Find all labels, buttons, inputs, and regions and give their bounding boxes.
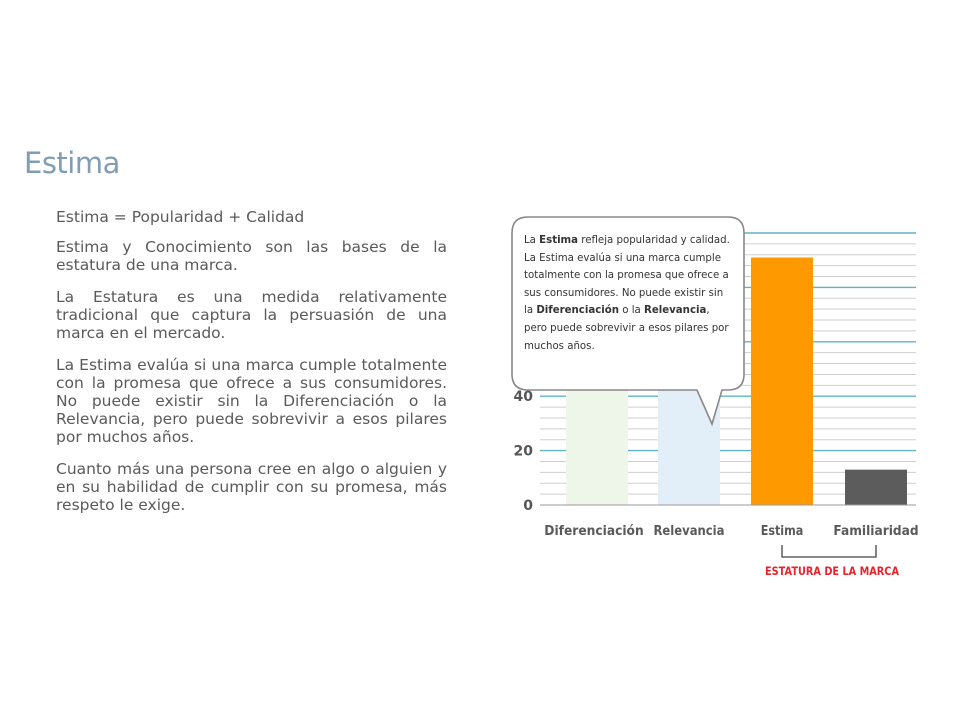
bold-term: Relevancia: [644, 305, 707, 317]
y-tick-label: 20: [513, 443, 533, 460]
bar-familiaridad: [845, 470, 907, 505]
callout-text: La Estima refleja popularidad y calidad. La Estima evalúa si una marca cumple totalmente con la promesa que ofrece a sus consumidores. No puede existir sin la Diferenciación o la Relevancia, pero puede sobrevivir a esos pilares por muchos años.: [524, 235, 730, 352]
bold-term: Diferenciación: [536, 305, 619, 317]
bar-estima: [751, 257, 813, 505]
bold-term: Estima: [539, 235, 579, 246]
stature-bracket: [782, 545, 876, 557]
y-tick-label: 40: [513, 389, 533, 406]
bracket-label: ESTATURA DE LA MARCA: [765, 564, 900, 578]
page-title: Estima: [24, 146, 120, 180]
formula-paragraph: Estima = Popularidad + Calidad: [56, 208, 305, 226]
category-label: Relevancia: [653, 524, 725, 539]
category-label: Estima: [760, 524, 804, 539]
category-label: Familiaridad: [833, 524, 919, 539]
y-tick-label: 0: [523, 498, 533, 514]
paragraph: La Estatura es una medida relativamente tradicional que captura la persuasión de una marca en el mercado.: [56, 288, 447, 342]
paragraph: Cuanto más una persona cree en algo o alguien y en su habilidad de cumplir con su promesa, más respeto le exige.: [56, 460, 447, 514]
paragraph: La Estima evalúa si una marca cumple totalmente con la promesa que ofrece a sus consumidores. No puede existir sin la Diferenciación o la Relevancia, pero puede sobrevivir a esos pilares por muchos años.: [56, 356, 447, 446]
paragraph: Estima y Conocimiento son las bases de la estatura de una marca.: [56, 238, 447, 274]
category-label: Diferenciación: [544, 524, 644, 539]
